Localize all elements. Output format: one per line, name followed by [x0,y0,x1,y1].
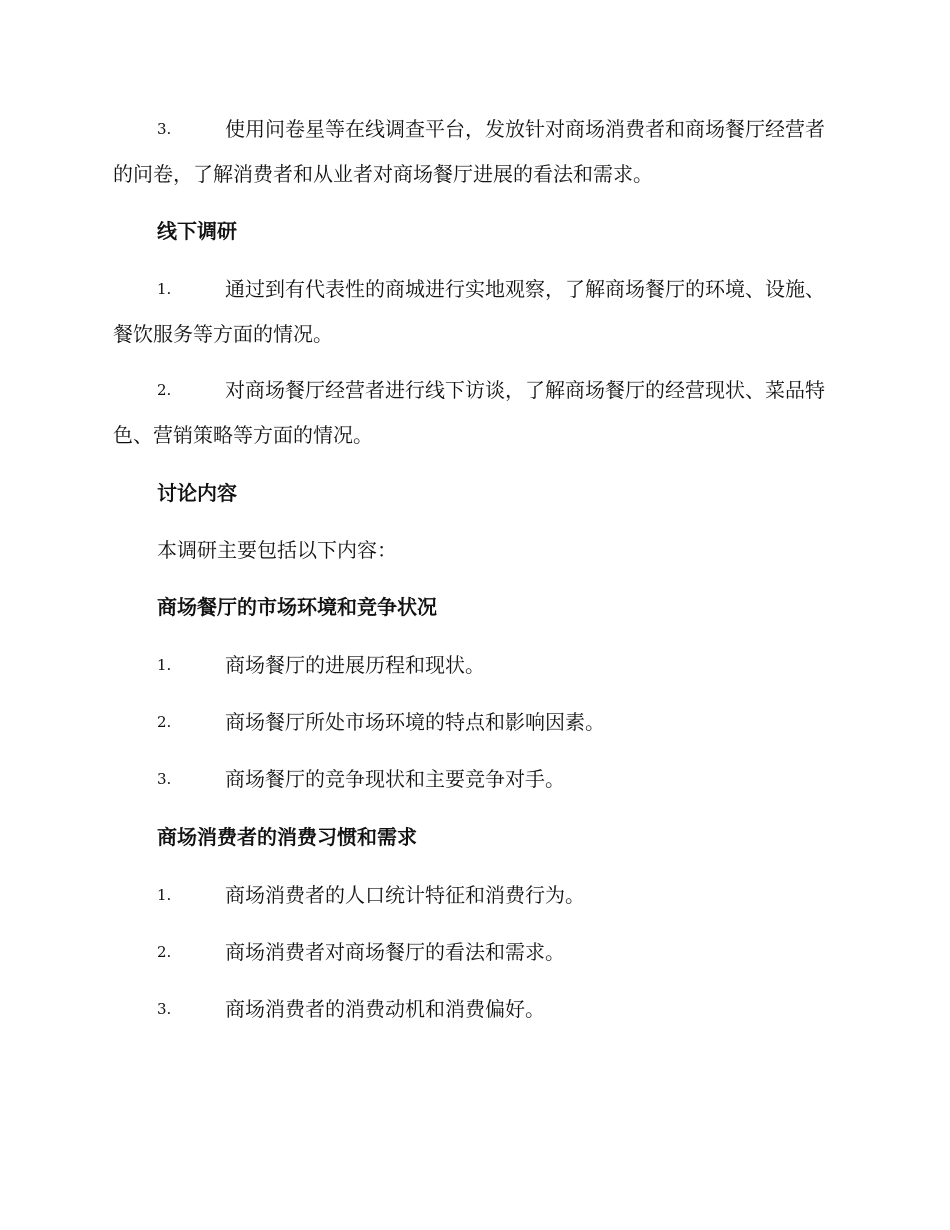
intro-paragraph: 本调研主要包括以下内容： [157,538,397,562]
list-item-market-1 [113,643,835,688]
list-number: 3. [157,770,172,788]
list-item-consumer-3 [113,987,835,1032]
list-number: 3. [157,1000,172,1018]
list-text: 商场消费者的人口统计特征和消费行为。 [225,883,585,907]
subsection-heading-market: 商场餐厅的市场环境和竞争状况 [157,595,437,619]
list-number: 1. [157,886,172,904]
subsection-heading-consumer: 商场消费者的消费习惯和需求 [157,825,417,849]
list-text: 商场餐厅的竞争现状和主要竞争对手。 [225,767,565,791]
list-text: 商场消费者对商场餐厅的看法和需求。 [225,940,565,964]
list-item-market-3 [113,757,835,802]
list-text: 通过到有代表性的商城进行实地观察，了解商场餐厅的环境、设施、餐饮服务等方面的情况。 [113,277,825,346]
list-item-offline-2 [113,368,835,458]
list-text: 对商场餐厅经营者进行线下访谈，了解商场餐厅的经营现状、菜品特色、营销策略等方面的情况。 [113,378,825,447]
list-text: 使用问卷星等在线调查平台，发放针对商场消费者和商场餐厅经营者的问卷，了解消费者和从业者对商场餐厅进展的看法和需求。 [113,117,825,186]
list-number: 2. [157,713,172,731]
list-number: 3. [157,120,172,138]
list-number: 2. [157,381,172,399]
list-number: 2. [157,943,172,961]
list-text: 商场餐厅所处市场环境的特点和影响因素。 [225,710,605,734]
list-item-online-survey-3 [113,107,835,197]
section-heading-offline-research: 线下调研 [157,219,237,243]
list-number: 1. [157,656,172,674]
list-text: 商场消费者的消费动机和消费偏好。 [225,997,545,1021]
list-item-market-2 [113,700,835,745]
list-number: 1. [157,280,172,298]
list-text: 商场餐厅的进展历程和现状。 [225,653,485,677]
section-heading-discussion: 讨论内容 [157,481,237,505]
list-item-offline-1 [113,267,835,357]
list-item-consumer-1 [113,873,835,918]
list-item-consumer-2 [113,930,835,975]
